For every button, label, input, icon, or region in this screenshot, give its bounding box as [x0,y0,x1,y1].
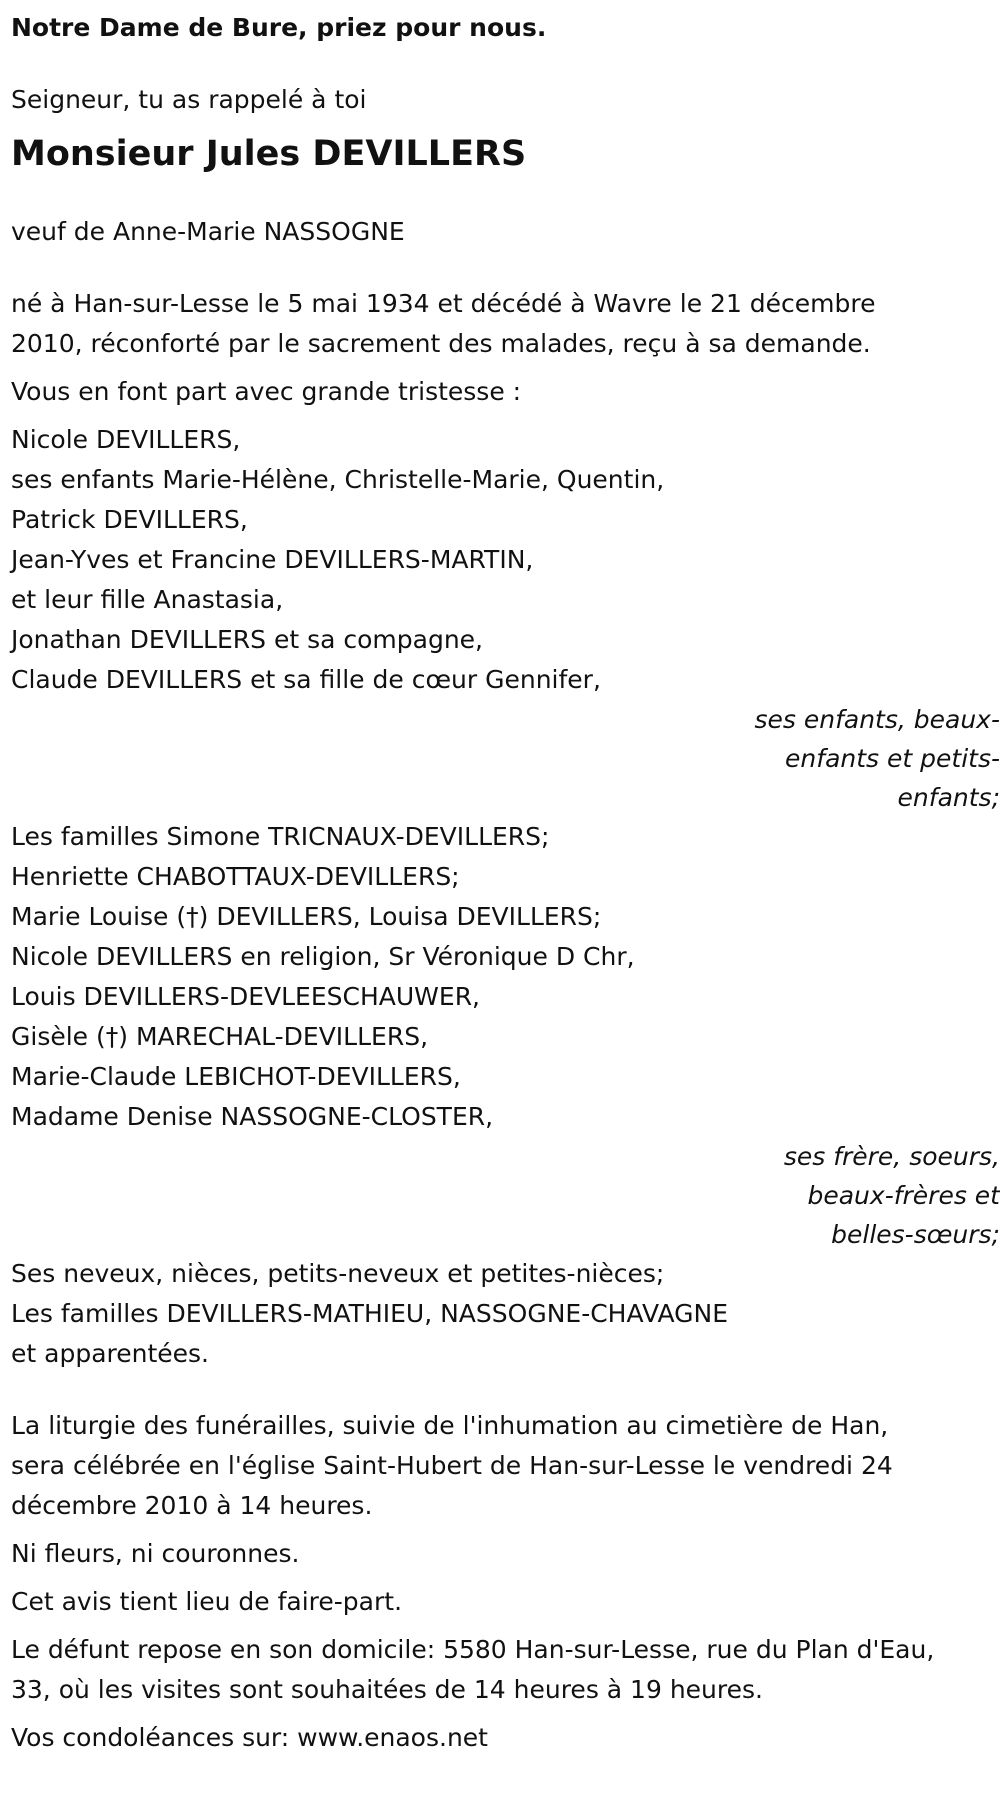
list-item: Claude DEVILLERS et sa fille de cœur Gennifer, [11,665,601,694]
rest-paragraph [11,1630,1000,1710]
list-item: et apparentées. [11,1339,209,1368]
list-item: Gisèle (†) MARECHAL-DEVILLERS, [11,1022,429,1051]
text-line: 33, où les visites sont souhaitées de 14 heures à 19 heures. [11,1675,763,1704]
deceased-name: Monsieur Jules DEVILLERS [11,134,527,174]
siblings-role [11,1137,1000,1254]
widower-line: veuf de Anne-Marie NASSOGNE [11,217,405,246]
list-item: Marie-Claude LEBICHOT-DEVILLERS, [11,1062,461,1091]
notice-line: Cet avis tient lieu de faire-part. [11,1587,403,1616]
role-line: ses enfants, beaux- [754,705,1000,734]
text-line: décembre 2010 à 14 heures. [11,1491,373,1520]
list-item: Madame Denise NASSOGNE-CLOSTER, [11,1102,494,1131]
liturgy-paragraph [11,1406,1000,1526]
list-item: ses enfants Marie-Hélène, Christelle-Marie, Quentin, [11,465,665,494]
role-line: enfants; [897,783,1000,812]
prayer-header: Notre Dame de Bure, priez pour nous. [11,13,547,42]
role-line: belles-sœurs; [831,1220,1000,1249]
announce-line: Vous en font part avec grande tristesse : [11,377,522,406]
text-line: 2010, réconforté par le sacrement des malades, reçu à sa demande. [11,329,871,358]
role-line: enfants et petits- [785,744,1000,773]
list-item: Nicole DEVILLERS, [11,425,241,454]
list-item: et leur fille Anastasia, [11,585,284,614]
relatives-list [11,1254,1000,1374]
intro-line: Seigneur, tu as rappelé à toi [11,85,367,114]
list-item: Les familles DEVILLERS-MATHIEU, NASSOGNE-CHAVAGNE [11,1299,729,1328]
text-line: sera célébrée en l'église Saint-Hubert de Han-sur-Lesse le vendredi 24 [11,1451,893,1480]
children-list [11,420,1000,700]
list-item: Jonathan DEVILLERS et sa compagne, [11,625,483,654]
list-item: Nicole DEVILLERS en religion, Sr Véronique D Chr, [11,942,635,971]
condolences-line: Vos condoléances sur: www.enaos.net [11,1723,488,1752]
list-item: Marie Louise (†) DEVILLERS, Louisa DEVILLERS; [11,902,602,931]
siblings-list [11,817,1000,1137]
list-item: Ses neveux, nièces, petits-neveux et petites-nièces; [11,1259,665,1288]
role-line: ses frère, soeurs, [783,1142,1000,1171]
text-line: Le défunt repose en son domicile: 5580 Han-sur-Lesse, rue du Plan d'Eau, [11,1635,935,1664]
text-line: né à Han-sur-Lesse le 5 mai 1934 et décédé à Wavre le 21 décembre [11,289,876,318]
list-item: Patrick DEVILLERS, [11,505,248,534]
list-item: Henriette CHABOTTAUX-DEVILLERS; [11,862,460,891]
list-item: Jean-Yves et Francine DEVILLERS-MARTIN, [11,545,534,574]
obituary-body [11,8,1000,1758]
list-item: Les familles Simone TRICNAUX-DEVILLERS; [11,822,550,851]
list-item: Louis DEVILLERS-DEVLEESCHAUWER, [11,982,481,1011]
children-role [11,700,1000,817]
role-line: beaux-frères et [807,1181,1000,1210]
flowers-line: Ni fleurs, ni couronnes. [11,1539,300,1568]
text-line: La liturgie des funérailles, suivie de l'inhumation au cimetière de Han, [11,1411,889,1440]
birth-death-paragraph [11,284,1000,364]
